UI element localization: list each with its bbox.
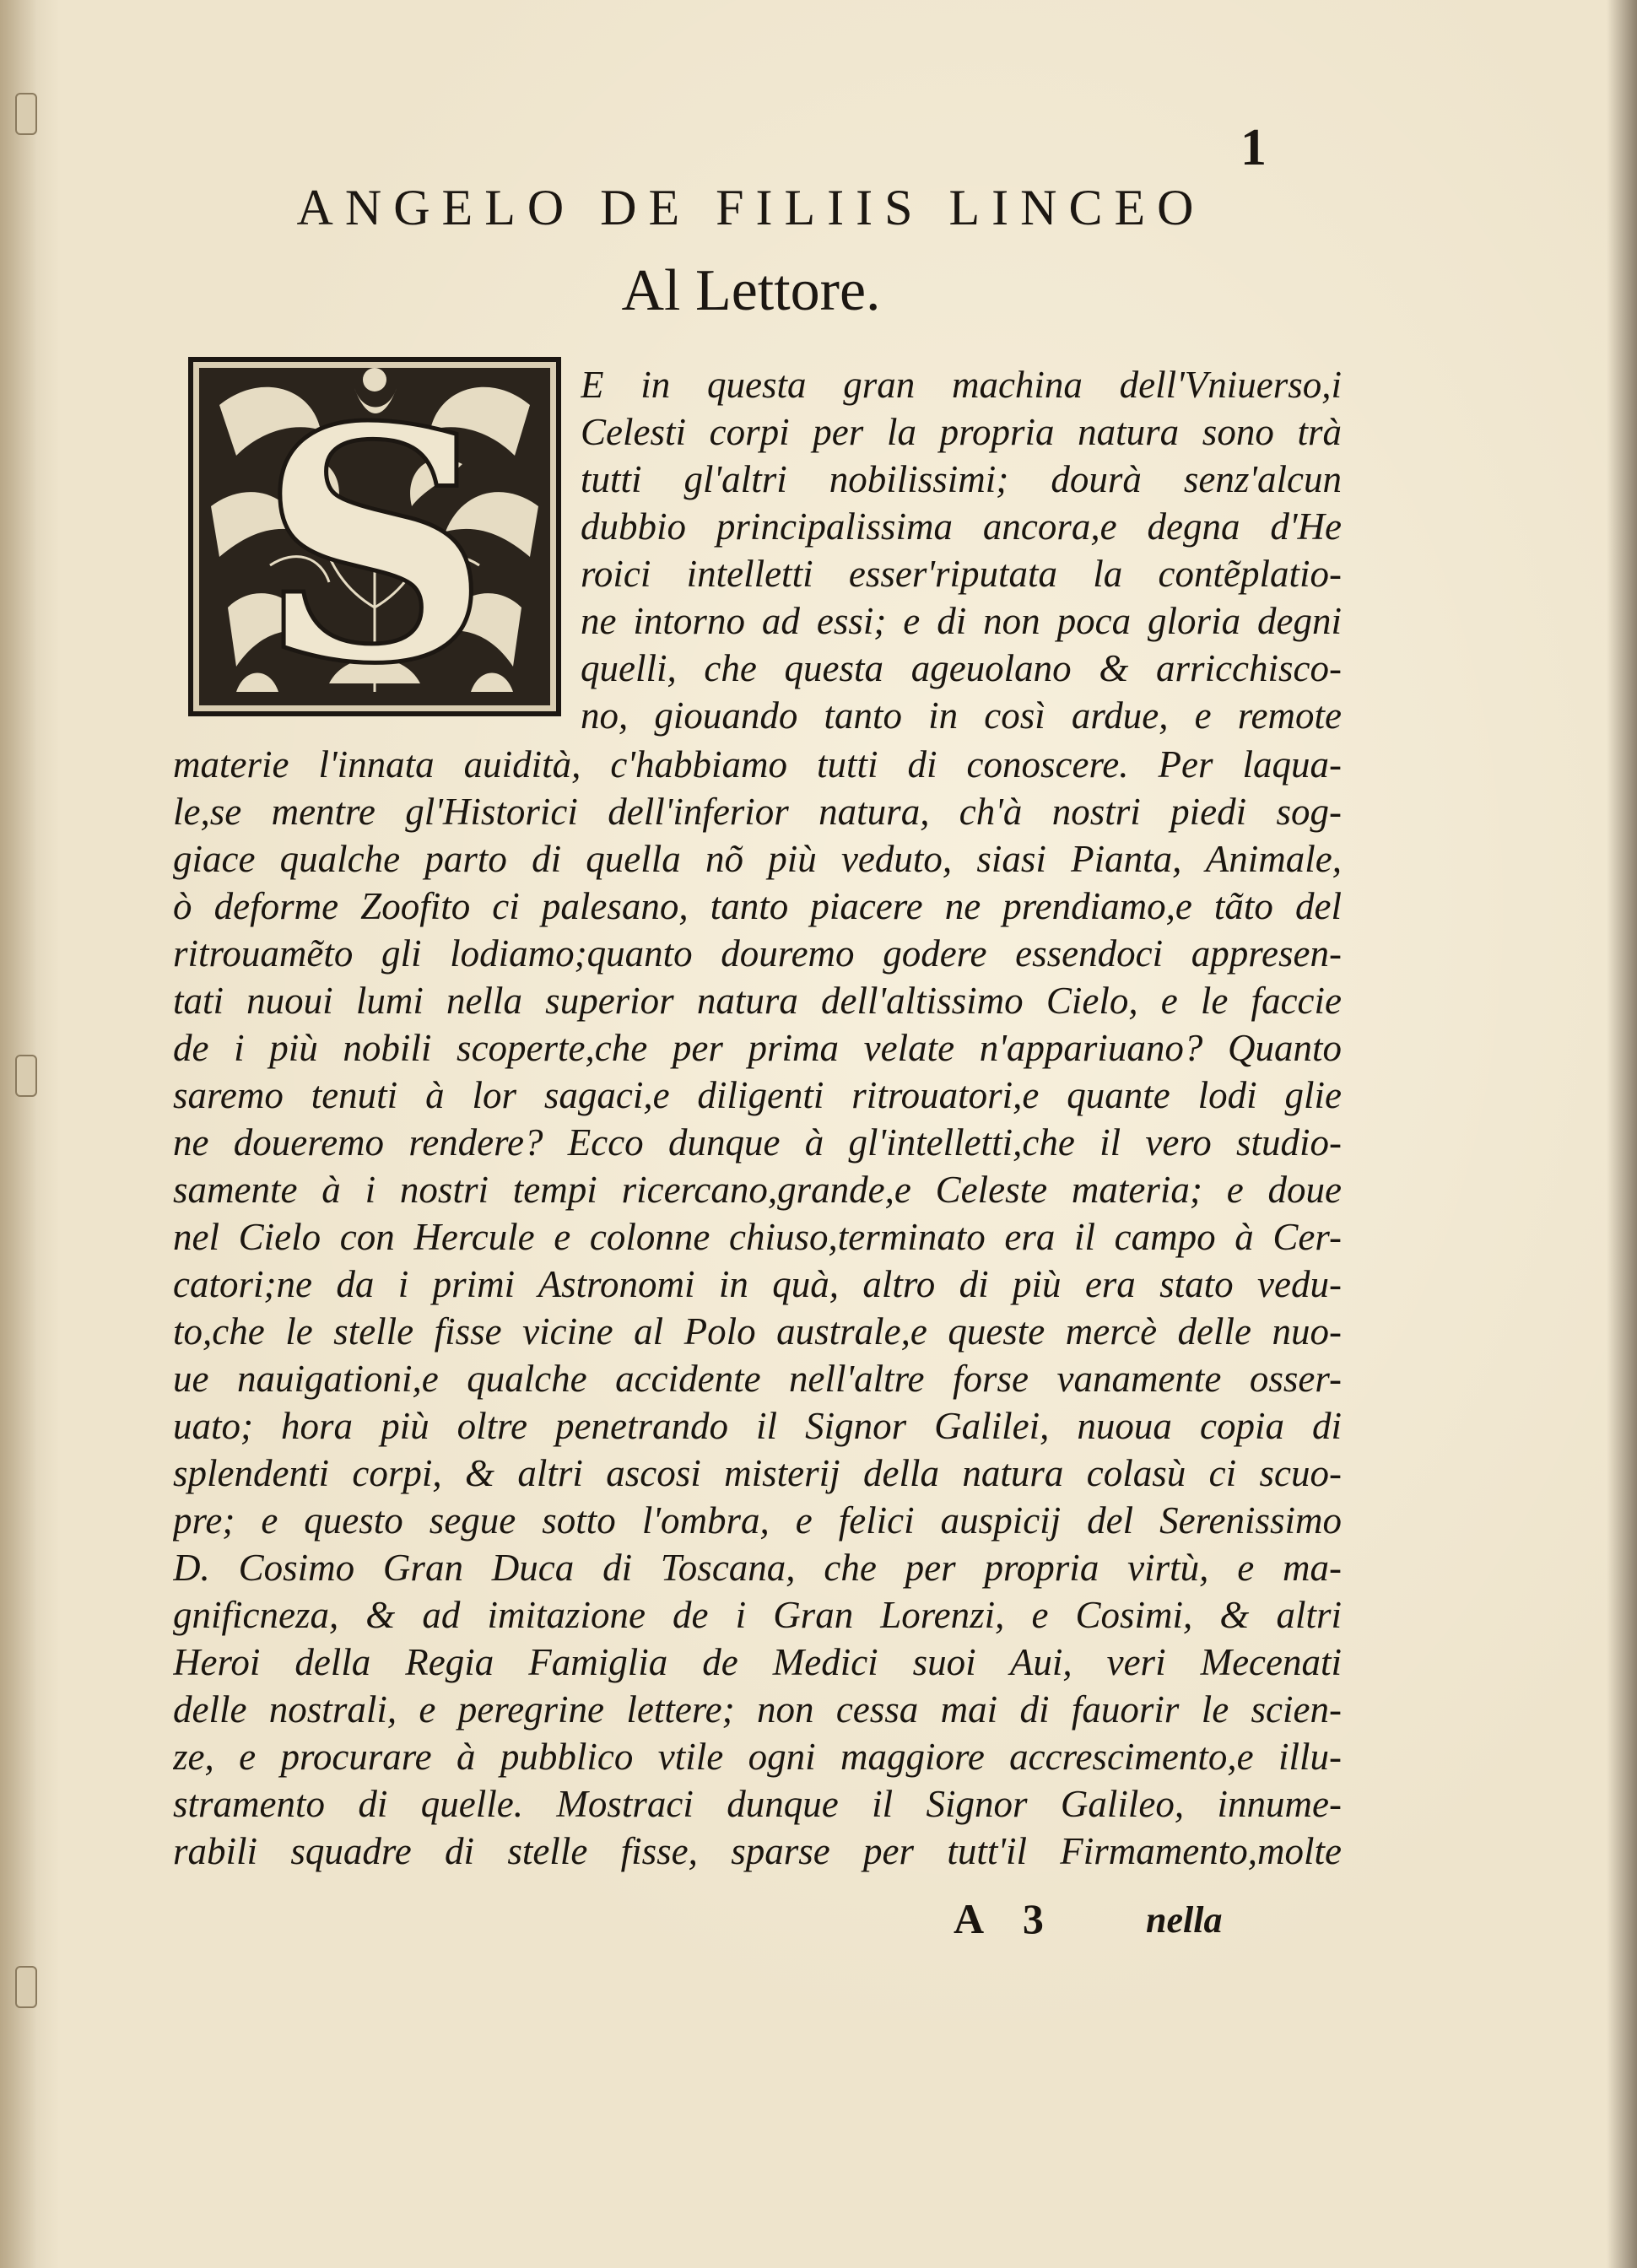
text-line: ue nauigationi,e qualche accidente nell'altre forse vanamente osser- [173,1358,1342,1400]
text-line: ne intorno ad essi; e di non poca gloria degni [581,600,1342,642]
text-line: no, giouando tanto in così ardue, e remote [581,694,1342,737]
woodcut-initial-s-icon [186,354,564,719]
text-line: ze, e procurare à pubblico vtile ogni maggiore accrescimento,e illu- [173,1736,1342,1778]
folio-number: 1 [1240,119,1267,176]
text-line: to,che le stelle fisse vicine al Polo australe,e queste mercè delle nuo- [173,1310,1342,1353]
text-line: splendenti corpi, & altri ascosi misterij della natura colasù ci scuo- [173,1452,1342,1494]
page-edge-shadow [1607,0,1637,2268]
running-head: ANGELO DE FILIIS LINCEO [296,180,1206,235]
text-line: materie l'innata auidità, c'habbiamo tutti di conoscere. Per laqua- [173,743,1342,786]
gutter-shadow [0,0,37,2268]
text-line: catori;ne da i primi Astronomi in quà, altro di più era stato vedu- [173,1263,1342,1305]
text-line: uato; hora più oltre penetrando il Signor Galilei, nuoua copia di [173,1405,1342,1447]
text-line: gnificneza, & ad imitazione de i Gran Lorenzi, e Cosimi, & altri [173,1594,1342,1636]
text-line: pre; e questo segue sotto l'ombra, e felici auspicij del Serenissimo [173,1499,1342,1542]
binding-stitch [15,1055,37,1097]
section-subtitle: Al Lettore. [621,258,881,323]
text-line: saremo tenuti à lor sagaci,e diligenti ritrouatori,e quante lodi glie [173,1074,1342,1116]
text-line: tati nuoui lumi nella superior natura dell'altissimo Cielo, e le faccie [173,980,1342,1022]
text-line: quelli, che questa ageuolano & arricchisco- [581,647,1342,689]
text-line: de i più nobili scoperte,che per prima velate n'appariuano? Quanto [173,1027,1342,1069]
text-line: giace qualche parto di quella nõ più veduto, siasi Pianta, Animale, [173,838,1342,880]
text-line: le,se mentre gl'Historici dell'inferior natura, ch'à nostri piedi sog- [173,791,1342,833]
binding-stitch [15,1966,37,2008]
catchword: nella [1146,1899,1223,1941]
text-line: nel Cielo con Hercule e colonne chiuso,terminato era il campo à Cer- [173,1216,1342,1258]
text-line: ne doueremo rendere? Ecco dunque à gl'intelletti,che il vero studio- [173,1121,1342,1164]
text-line: ò deforme Zoofito ci palesano, tanto piacere ne prendiamo,e tãto del [173,885,1342,927]
text-line: rabili squadre di stelle fisse, sparse per tutt'il Firmamento,molte [173,1830,1342,1872]
text-line: D. Cosimo Gran Duca di Toscana, che per propria virtù, e ma- [173,1547,1342,1589]
text-line: stramento di quelle. Mostraci dunque il Signor Galileo, innume- [173,1783,1342,1825]
binding-stitch [15,93,37,135]
initial-letter: S [258,357,491,719]
text-line: dubbio principalissima ancora,e degna d'He [581,505,1342,548]
text-line: Heroi della Regia Famiglia de Medici suoi Aui, veri Mecenati [173,1641,1342,1683]
text-line: delle nostrali, e peregrine lettere; non cessa mai di fauorir le scien- [173,1688,1342,1731]
text-line: tutti gl'altri nobilissimi; dourà senz'alcun [581,458,1342,500]
decorated-initial [186,354,564,719]
signature-mark: A 3 [954,1895,1059,1942]
text-line: E in questa gran machina dell'Vniuerso,i [581,364,1342,406]
text-line: samente à i nostri tempi ricercano,grande,e Celeste materia; e doue [173,1169,1342,1211]
text-line: ritrouamẽto gli lodiamo;quanto douremo godere essendoci appresen- [173,932,1342,975]
text-line: roici intelletti esser'riputata la contẽplatio- [581,553,1342,595]
text-line: Celesti corpi per la propria natura sono trà [581,411,1342,453]
